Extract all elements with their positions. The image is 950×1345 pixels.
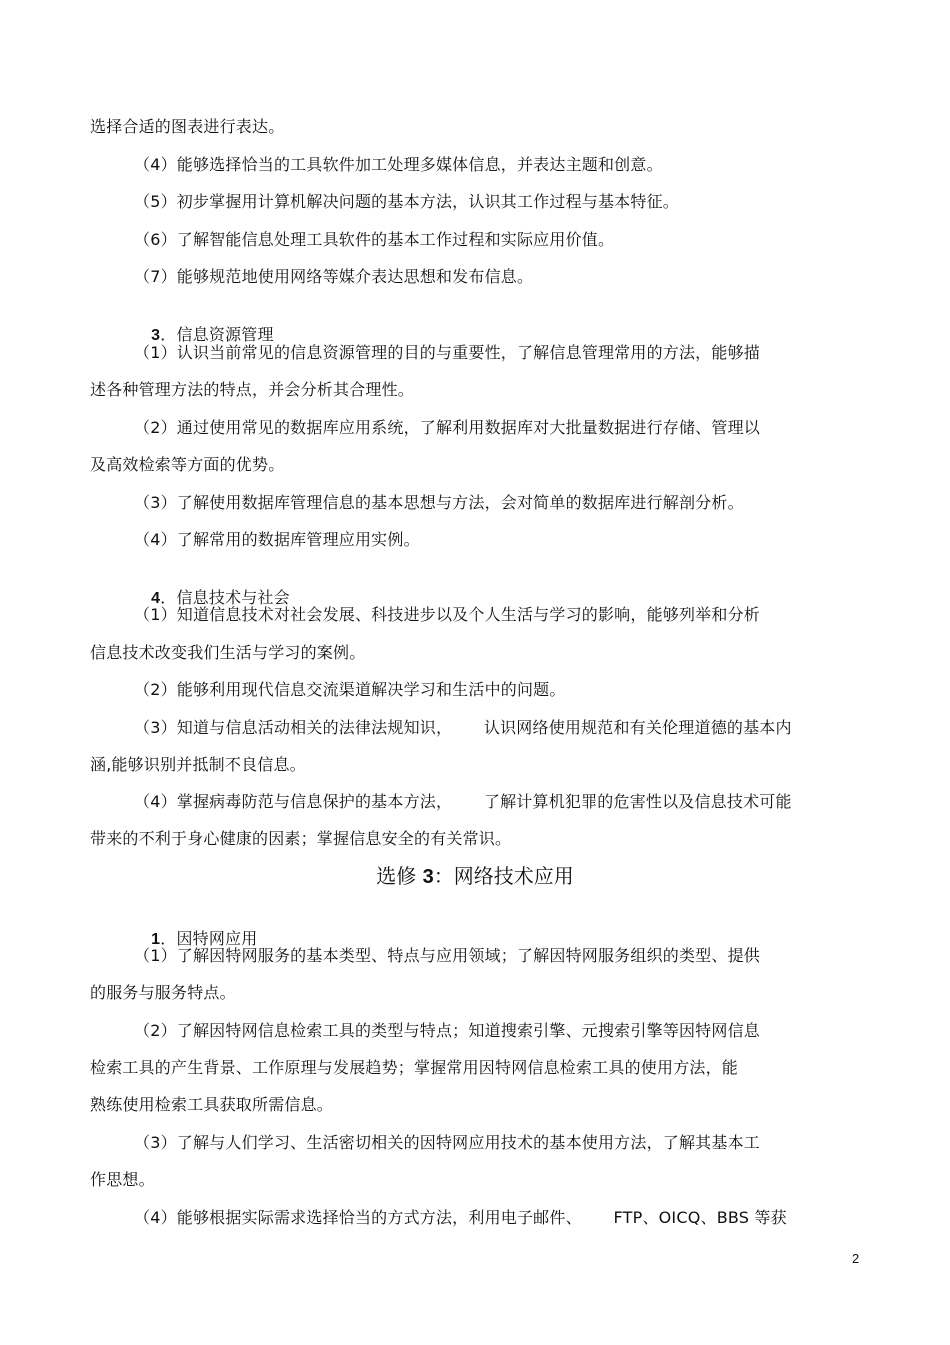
heading-number: 3 bbox=[151, 327, 161, 344]
text-line: 涵,能够识别并抵制不良信息。 bbox=[90, 755, 306, 774]
text-line: 熟练使用检索工具获取所需信息。 bbox=[90, 1095, 334, 1114]
text-line: （1）认识当前常见的信息资源管理的目的与重要性，了解信息管理常用的方法，能够描 bbox=[134, 343, 760, 362]
text-line: （6）了解智能信息处理工具软件的基本工作过程和实际应用价值。 bbox=[134, 230, 615, 249]
text-line: （4）了解常用的数据库管理应用实例。 bbox=[134, 530, 420, 549]
text-line: （1）了解因特网服务的基本类型、特点与应用领域；了解因特网服务组织的类型、提供 bbox=[134, 946, 760, 965]
section-title bbox=[0, 864, 950, 889]
heading-text: 因特网应用 bbox=[176, 929, 258, 948]
text-line: （4）能够根据实际需求选择恰当的方式方法，利用电子邮件、 FTP、OICQ、BBS 等获 bbox=[134, 1208, 787, 1227]
text-line: 的服务与服务特点。 bbox=[90, 983, 236, 1002]
text-line: （7）能够规范地使用网络等媒介表达思想和发布信息。 bbox=[134, 267, 534, 286]
heading-dot: ． bbox=[160, 325, 177, 344]
heading-text: 信息资源管理 bbox=[176, 325, 274, 344]
section-title-suffix: ：网络技术应用 bbox=[433, 864, 574, 888]
section-title-number: 3 bbox=[422, 866, 434, 888]
text-line: （2）了解因特网信息检索工具的类型与特点；知道搜索引擎、元搜索引擎等因特网信息 bbox=[134, 1021, 760, 1040]
page-number: 2 bbox=[852, 1251, 860, 1266]
heading-number: 1 bbox=[151, 931, 161, 948]
text-line: （1）知道信息技术对社会发展、科技进步以及个人生活与学习的影响，能够列举和分析 bbox=[134, 605, 760, 624]
text-line: 及高效检索等方面的优势。 bbox=[90, 455, 285, 474]
heading-dot: ． bbox=[160, 588, 177, 607]
text-line: 述各种管理方法的特点，并会分析其合理性。 bbox=[90, 380, 415, 399]
section-title-prefix: 选修 bbox=[376, 864, 423, 888]
text-line: （3）知道与信息活动相关的法律法规知识， 认识网络使用规范和有关伦理道德的基本内 bbox=[134, 718, 792, 737]
text-line: 作思想。 bbox=[90, 1170, 155, 1189]
text-line: （2）通过使用常见的数据库应用系统，了解利用数据库对大批量数据进行存储、管理以 bbox=[134, 418, 760, 437]
text-line: （3）了解使用数据库管理信息的基本思想与方法，会对简单的数据库进行解剖分析。 bbox=[134, 493, 744, 512]
text-line: 检索工具的产生背景、工作原理与发展趋势；掌握常用因特网信息检索工具的使用方法，能 bbox=[90, 1058, 739, 1077]
heading-dot: ． bbox=[160, 929, 177, 948]
text-line: 选择合适的图表进行表达。 bbox=[90, 117, 285, 136]
text-line: 带来的不利于身心健康的因素；掌握信息安全的有关常识。 bbox=[90, 829, 512, 848]
text-line: （4）能够选择恰当的工具软件加工处理多媒体信息，并表达主题和创意。 bbox=[134, 155, 663, 174]
text-line: （2）能够利用现代信息交流渠道解决学习和生活中的问题。 bbox=[134, 680, 566, 699]
text-line: （4）掌握病毒防范与信息保护的基本方法， 了解计算机犯罪的危害性以及信息技术可能 bbox=[134, 792, 792, 811]
text-line: （3）了解与人们学习、生活密切相关的因特网应用技术的基本使用方法，了解其基本工 bbox=[134, 1133, 760, 1152]
heading-number: 4 bbox=[151, 590, 161, 607]
text-line: 信息技术改变我们生活与学习的案例。 bbox=[90, 643, 366, 662]
text-line: （5）初步掌握用计算机解决问题的基本方法，认识其工作过程与基本特征。 bbox=[134, 192, 679, 211]
heading-text: 信息技术与社会 bbox=[176, 588, 290, 607]
